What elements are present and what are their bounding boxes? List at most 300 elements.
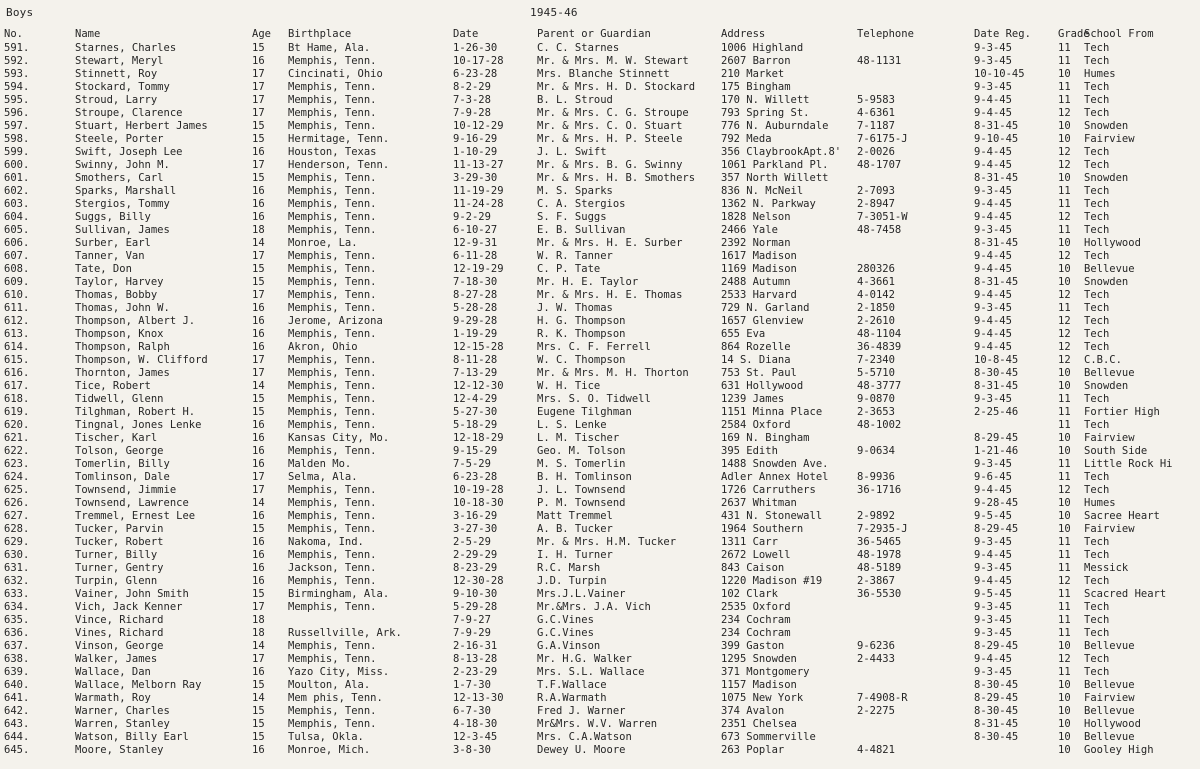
cell-birthplace: Birmingham, Ala.: [288, 588, 390, 600]
cell-age: 16: [252, 341, 265, 353]
cell-school-from: Fairview: [1084, 432, 1135, 444]
cell-parent: C. C. Starnes: [537, 42, 620, 54]
cell-number: 637.: [4, 640, 30, 652]
cell-name: Turpin, Glenn: [75, 575, 158, 587]
cell-birthplace: Memphis, Tenn.: [288, 211, 377, 223]
cell-birthplace: Tulsa, Okla.: [288, 731, 364, 743]
cell-date-registered: 9-3-45: [974, 224, 1012, 236]
cell-number: 627.: [4, 510, 30, 522]
cell-birthdate: 2-29-29: [453, 549, 498, 561]
cell-address: 14 S. Diana: [721, 354, 791, 366]
cell-telephone: [857, 250, 974, 263]
cell-telephone: 4-0142: [857, 289, 895, 301]
cell-number: 617.: [4, 380, 30, 392]
cell-parent: M. S. Tomerlin: [537, 458, 626, 470]
cell-parent: Mr. & Mrs. C. O. Stuart: [537, 120, 683, 132]
school-year: 1945-46: [530, 6, 578, 19]
cell-number: 614.: [4, 341, 30, 353]
table-row: [0, 276, 1196, 289]
cell-age: 15: [252, 133, 265, 145]
cell-school-from: Gooley High: [1084, 744, 1154, 756]
cell-parent: J. L. Swift: [537, 146, 607, 158]
cell-name: Tomlinson, Dale: [75, 471, 170, 483]
table-row: [0, 289, 1196, 302]
cell-name: Sparks, Marshall: [75, 185, 177, 197]
cell-birthdate: 7-9-29: [453, 627, 491, 639]
cell-number: 640.: [4, 679, 30, 691]
table-row: [0, 146, 1196, 159]
cell-telephone: 2-2610: [857, 315, 895, 327]
cell-telephone: [857, 458, 974, 471]
cell-telephone: 36-5530: [857, 588, 902, 600]
table-row: [0, 107, 1196, 120]
table-row: [0, 575, 1196, 588]
cell-name: Tremmel, Ernest Lee: [75, 510, 196, 522]
cell-birthplace: Memphis, Tenn.: [288, 354, 377, 366]
cell-birthplace: Cincinati, Ohio: [288, 68, 383, 80]
cell-age: 15: [252, 263, 265, 275]
cell-date-registered: 9-5-45: [974, 588, 1012, 600]
cell-birthplace: Memphis, Tenn.: [288, 185, 377, 197]
table-row: [0, 445, 1196, 458]
cell-age: 17: [252, 471, 265, 483]
cell-number: 607.: [4, 250, 30, 262]
cell-address: 2488 Autumn: [721, 276, 791, 288]
cell-telephone: 2-7093: [857, 185, 895, 197]
cell-parent: W. C. Thompson: [537, 354, 626, 366]
cell-telephone: 2-4433: [857, 653, 895, 665]
cell-date-registered: 9-3-45: [974, 666, 1012, 678]
cell-grade: 12: [1058, 250, 1071, 262]
cell-address: 836 N. McNeil: [721, 185, 804, 197]
cell-school-from: Bellevue: [1084, 367, 1135, 379]
cell-school-from: Tech: [1084, 315, 1110, 327]
cell-school-from: Tech: [1084, 224, 1110, 236]
cell-date-registered: 9-4-45: [974, 263, 1012, 275]
table-row: [0, 549, 1196, 562]
cell-grade: 11: [1058, 55, 1071, 67]
cell-birthplace: Memphis, Tenn.: [288, 367, 377, 379]
cell-parent: R. K. Thompson: [537, 328, 626, 340]
cell-address: 1220 Madison #19: [721, 575, 823, 587]
cell-name: Tomerlin, Billy: [75, 458, 170, 470]
cell-address: 1362 N. Parkway: [721, 198, 816, 210]
table-row: [0, 263, 1196, 276]
cell-number: 630.: [4, 549, 30, 561]
cell-address: 210 Market: [721, 68, 785, 80]
table-row: [0, 458, 1196, 471]
cell-school-from: Tech: [1084, 94, 1110, 106]
table-row: [0, 627, 1196, 640]
cell-name: Suggs, Billy: [75, 211, 151, 223]
cell-age: 17: [252, 68, 265, 80]
cell-birthplace: [288, 614, 453, 627]
cell-birthplace: Houston, Texas: [288, 146, 377, 158]
cell-grade: 10: [1058, 380, 1071, 392]
cell-number: 599.: [4, 146, 30, 158]
cell-date-registered: 9-4-45: [974, 107, 1012, 119]
cell-birthplace: Akron, Ohio: [288, 341, 358, 353]
table-row: [0, 692, 1196, 705]
cell-address: 2672 Lowell: [721, 549, 791, 561]
cell-address: 1311 Carr: [721, 536, 778, 548]
cell-school-from: Messick: [1084, 562, 1129, 574]
cell-grade: 11: [1058, 601, 1071, 613]
cell-birthdate: 12-30-28: [453, 575, 504, 587]
cell-parent: Mr. & Mrs. M. H. Thorton: [537, 367, 689, 379]
cell-grade: 12: [1058, 575, 1071, 587]
table-row: [0, 185, 1196, 198]
cell-address: 673 Sommerville: [721, 731, 816, 743]
cell-school-from: Tech: [1084, 419, 1110, 431]
cell-parent: Mr. H.G. Walker: [537, 653, 632, 665]
cell-date-registered: 9-4-45: [974, 549, 1012, 561]
cell-school-from: Tech: [1084, 614, 1110, 626]
cell-age: 17: [252, 159, 265, 171]
cell-birthplace: Memphis, Tenn.: [288, 120, 377, 132]
cell-address: 729 N. Garland: [721, 302, 810, 314]
cell-number: 609.: [4, 276, 30, 288]
cell-birthdate: 7-9-27: [453, 614, 491, 626]
cell-number: 616.: [4, 367, 30, 379]
cell-telephone: 2-9892: [857, 510, 895, 522]
cell-birthdate: 6-23-28: [453, 68, 498, 80]
cell-parent: Mr. & Mrs. H.M. Tucker: [537, 536, 677, 548]
cell-number: 620.: [4, 419, 30, 431]
cell-name: Vich, Jack Kenner: [75, 601, 183, 613]
cell-grade: 12: [1058, 653, 1071, 665]
cell-birthplace: Memphis, Tenn.: [288, 510, 377, 522]
cell-number: 635.: [4, 614, 30, 626]
cell-address: 1726 Carruthers: [721, 484, 816, 496]
cell-address: 2533 Harvard: [721, 289, 797, 301]
col-age: Age: [252, 28, 271, 40]
cell-age: 17: [252, 107, 265, 119]
cell-telephone: [857, 68, 974, 81]
cell-name: Starnes, Charles: [75, 42, 177, 54]
cell-date-registered: 9-3-45: [974, 601, 1012, 613]
cell-name: Wallace, Melborn Ray: [75, 679, 202, 691]
cell-address: 2392 Norman: [721, 237, 791, 249]
cell-grade: 11: [1058, 198, 1071, 210]
table-row: [0, 328, 1196, 341]
cell-telephone: 9-0870: [857, 393, 895, 405]
cell-age: 15: [252, 679, 265, 691]
cell-address: 399 Gaston: [721, 640, 785, 652]
cell-age: 16: [252, 55, 265, 67]
cell-grade: 10: [1058, 445, 1071, 457]
cell-date-registered: 9-4-45: [974, 289, 1012, 301]
table-row: [0, 523, 1196, 536]
cell-birthdate: 10-17-28: [453, 55, 504, 67]
cell-age: 15: [252, 42, 265, 54]
cell-birthplace: Monroe, Mich.: [288, 744, 371, 756]
cell-number: 594.: [4, 81, 30, 93]
cell-name: Tucker, Parvin: [75, 523, 164, 535]
cell-birthdate: 10-12-29: [453, 120, 504, 132]
cell-name: Tidwell, Glenn: [75, 393, 164, 405]
col-parent: Parent or Guardian: [537, 28, 651, 40]
cell-birthdate: 7-13-29: [453, 367, 498, 379]
cell-number: 624.: [4, 471, 30, 483]
cell-school-from: Tech: [1084, 601, 1110, 613]
cell-birthplace: Hermitage, Tenn.: [288, 133, 390, 145]
cell-age: 16: [252, 419, 265, 431]
cell-date-registered: 8-30-45: [974, 679, 1019, 691]
cell-age: 17: [252, 289, 265, 301]
table-row: [0, 315, 1196, 328]
cell-grade: 12: [1058, 315, 1071, 327]
cell-date-registered: 9-3-45: [974, 614, 1012, 626]
cell-age: 16: [252, 445, 265, 457]
cell-parent: Mr. & Mrs. H. E. Thomas: [537, 289, 683, 301]
cell-age: 15: [252, 172, 265, 184]
cell-age: 17: [252, 81, 265, 93]
cell-address: 371 Montgomery: [721, 666, 810, 678]
cell-birthdate: 2-23-29: [453, 666, 498, 678]
cell-school-from: Tech: [1084, 107, 1110, 119]
cell-number: 645.: [4, 744, 30, 756]
cell-address: 2607 Barron: [721, 55, 791, 67]
cell-telephone: 48-3777: [857, 380, 902, 392]
cell-grade: 11: [1058, 627, 1071, 639]
cell-school-from: Fairview: [1084, 133, 1135, 145]
cell-number: 619.: [4, 406, 30, 418]
cell-birthplace: Memphis, Tenn.: [288, 172, 377, 184]
cell-grade: 11: [1058, 536, 1071, 548]
cell-birthdate: 5-18-29: [453, 419, 498, 431]
cell-parent: E. B. Sullivan: [537, 224, 626, 236]
cell-name: Watson, Billy Earl: [75, 731, 189, 743]
cell-grade: 10: [1058, 640, 1071, 652]
cell-birthdate: 8-11-28: [453, 354, 498, 366]
cell-telephone: 7-4908-R: [857, 692, 908, 704]
cell-parent: Matt Tremmel: [537, 510, 613, 522]
cell-birthdate: 12-15-28: [453, 341, 504, 353]
cell-date-registered: 9-4-45: [974, 211, 1012, 223]
cell-grade: 11: [1058, 549, 1071, 561]
cell-birthdate: 6-7-30: [453, 705, 491, 717]
cell-school-from: Tech: [1084, 341, 1110, 353]
cell-school-from: Snowden: [1084, 120, 1129, 132]
cell-birthdate: 12-12-30: [453, 380, 504, 392]
cell-birthplace: Mem phis, Tenn.: [288, 692, 383, 704]
cell-telephone: 7-1187: [857, 120, 895, 132]
cell-name: Warner, Charles: [75, 705, 170, 717]
cell-birthplace: Memphis, Tenn.: [288, 250, 377, 262]
cell-birthdate: 11-13-27: [453, 159, 504, 171]
cell-birthplace: Kansas City, Mo.: [288, 432, 390, 444]
cell-number: 629.: [4, 536, 30, 548]
col-birthplace: Birthplace: [288, 28, 352, 40]
cell-name: Steele, Porter: [75, 133, 164, 145]
cell-date-registered: 8-29-45: [974, 640, 1019, 652]
page-title: Boys: [6, 6, 34, 19]
cell-grade: 10: [1058, 68, 1071, 80]
cell-telephone: 4-6361: [857, 107, 895, 119]
cell-school-from: Snowden: [1084, 276, 1129, 288]
cell-school-from: Tech: [1084, 289, 1110, 301]
cell-date-registered: 9-6-45: [974, 471, 1012, 483]
cell-address: Adler Annex Hotel: [721, 471, 829, 483]
cell-school-from: Tech: [1084, 484, 1110, 496]
cell-school-from: Humes: [1084, 497, 1116, 509]
cell-number: 600.: [4, 159, 30, 171]
table-row: [0, 562, 1196, 575]
cell-telephone: [857, 718, 974, 731]
cell-parent: L. M. Tischer: [537, 432, 620, 444]
table-row: [0, 679, 1196, 692]
table-row: [0, 42, 1196, 55]
cell-school-from: Tech: [1084, 536, 1110, 548]
cell-name: Vines, Richard: [75, 627, 164, 639]
cell-date-registered: 8-31-45: [974, 718, 1019, 730]
table-row: [0, 497, 1196, 510]
cell-address: 356 ClaybrookApt.8': [721, 146, 842, 158]
cell-date-registered: 9-4-45: [974, 575, 1012, 587]
cell-date-registered: 9-4-45: [974, 653, 1012, 665]
cell-parent: J.D. Turpin: [537, 575, 607, 587]
cell-grade: 10: [1058, 120, 1071, 132]
cell-school-from: Tech: [1084, 250, 1110, 262]
cell-birthplace: Memphis, Tenn.: [288, 55, 377, 67]
table-row: [0, 237, 1196, 250]
cell-address: 655 Eva: [721, 328, 766, 340]
cell-name: Surber, Earl: [75, 237, 151, 249]
cell-parent: Mr. & Mrs. H. P. Steele: [537, 133, 683, 145]
cell-grade: 11: [1058, 185, 1071, 197]
cell-birthdate: 6-23-28: [453, 471, 498, 483]
cell-name: Tilghman, Robert H.: [75, 406, 196, 418]
col-telephone: Telephone: [857, 28, 914, 40]
cell-telephone: 48-1002: [857, 419, 902, 431]
cell-birthplace: Memphis, Tenn.: [288, 393, 377, 405]
cell-date-registered: 2-25-46: [974, 406, 1019, 418]
cell-name: Tolson, George: [75, 445, 164, 457]
cell-school-from: Little Rock Hi: [1084, 458, 1173, 470]
cell-grade: 10: [1058, 510, 1071, 522]
cell-address: 2351 Chelsea: [721, 718, 797, 730]
cell-grade: 12: [1058, 211, 1071, 223]
cell-age: 15: [252, 276, 265, 288]
cell-date-registered: 8-31-45: [974, 120, 1019, 132]
cell-name: Turner, Billy: [75, 549, 158, 561]
cell-birthdate: 12-19-29: [453, 263, 504, 275]
cell-address: 1151 Minna Place: [721, 406, 823, 418]
table-row: [0, 666, 1196, 679]
cell-telephone: [857, 666, 974, 679]
cell-school-from: Tech: [1084, 666, 1110, 678]
cell-name: Vainer, John Smith: [75, 588, 189, 600]
cell-telephone: 2-2275: [857, 705, 895, 717]
cell-birthplace: Memphis, Tenn.: [288, 107, 377, 119]
cell-number: 644.: [4, 731, 30, 743]
cell-date-registered: 8-31-45: [974, 380, 1019, 392]
cell-birthdate: 2-16-31: [453, 640, 498, 652]
cell-date-registered: 10-10-45: [974, 68, 1025, 80]
cell-birthdate: 2-5-29: [453, 536, 491, 548]
cell-grade: 11: [1058, 458, 1071, 470]
cell-birthdate: 9-16-29: [453, 133, 498, 145]
cell-telephone: 36-5465: [857, 536, 902, 548]
cell-address: 2584 Oxford: [721, 419, 791, 431]
table-row: [0, 159, 1196, 172]
cell-name: Townsend, Lawrence: [75, 497, 189, 509]
cell-age: 15: [252, 393, 265, 405]
cell-school-from: Fortier High: [1084, 406, 1160, 418]
table-row: [0, 588, 1196, 601]
cell-birthplace: Memphis, Tenn.: [288, 549, 377, 561]
table-row: [0, 120, 1196, 133]
cell-age: 17: [252, 354, 265, 366]
cell-number: 622.: [4, 445, 30, 457]
cell-birthdate: 11-19-29: [453, 185, 504, 197]
cell-age: 15: [252, 406, 265, 418]
cell-parent: R.C. Marsh: [537, 562, 601, 574]
cell-grade: 12: [1058, 289, 1071, 301]
cell-birthplace: Memphis, Tenn.: [288, 601, 377, 613]
cell-grade: 12: [1058, 146, 1071, 158]
cell-date-registered: 8-31-45: [974, 237, 1019, 249]
cell-date-registered: 9-4-45: [974, 250, 1012, 262]
cell-name: Thompson, Albert J.: [75, 315, 196, 327]
cell-date-registered: 8-29-45: [974, 692, 1019, 704]
cell-parent: A. B. Tucker: [537, 523, 613, 535]
cell-birthplace: Yazo City, Miss.: [288, 666, 390, 678]
cell-address: 1239 James: [721, 393, 785, 405]
cell-birthdate: 9-10-30: [453, 588, 498, 600]
cell-birthdate: 4-18-30: [453, 718, 498, 730]
cell-telephone: 48-1131: [857, 55, 902, 67]
cell-birthdate: 7-18-30: [453, 276, 498, 288]
cell-grade: 10: [1058, 263, 1071, 275]
cell-date-registered: 8-30-45: [974, 367, 1019, 379]
cell-age: 17: [252, 653, 265, 665]
cell-number: 633.: [4, 588, 30, 600]
cell-school-from: Tech: [1084, 42, 1110, 54]
cell-date-registered: 8-31-45: [974, 172, 1019, 184]
cell-birthdate: 10-18-30: [453, 497, 504, 509]
cell-date-registered: 9-3-45: [974, 458, 1012, 470]
cell-birthplace: Memphis, Tenn.: [288, 328, 377, 340]
cell-grade: 11: [1058, 419, 1071, 431]
cell-birthplace: Memphis, Tenn.: [288, 302, 377, 314]
cell-age: 16: [252, 211, 265, 223]
table-row: [0, 419, 1196, 432]
cell-birthdate: 12-13-30: [453, 692, 504, 704]
cell-grade: 10: [1058, 718, 1071, 730]
cell-school-from: Fairview: [1084, 523, 1135, 535]
cell-age: 15: [252, 120, 265, 132]
cell-grade: 10: [1058, 705, 1071, 717]
cell-telephone: [857, 497, 974, 510]
cell-grade: 10: [1058, 367, 1071, 379]
cell-telephone: 36-1716: [857, 484, 902, 496]
cell-birthplace: Memphis, Tenn.: [288, 718, 377, 730]
cell-telephone: 7-6175-J: [857, 133, 908, 145]
cell-age: 17: [252, 94, 265, 106]
cell-grade: 12: [1058, 484, 1071, 496]
col-date: Date: [453, 28, 479, 40]
cell-name: Tingnal, Jones Lenke: [75, 419, 202, 431]
cell-birthplace: Memphis, Tenn.: [288, 224, 377, 236]
cell-number: 596.: [4, 107, 30, 119]
cell-grade: 10: [1058, 523, 1071, 535]
cell-date-registered: 1-21-46: [974, 445, 1019, 457]
cell-birthdate: 9-2-29: [453, 211, 491, 223]
cell-age: 14: [252, 497, 265, 509]
cell-number: 610.: [4, 289, 30, 301]
